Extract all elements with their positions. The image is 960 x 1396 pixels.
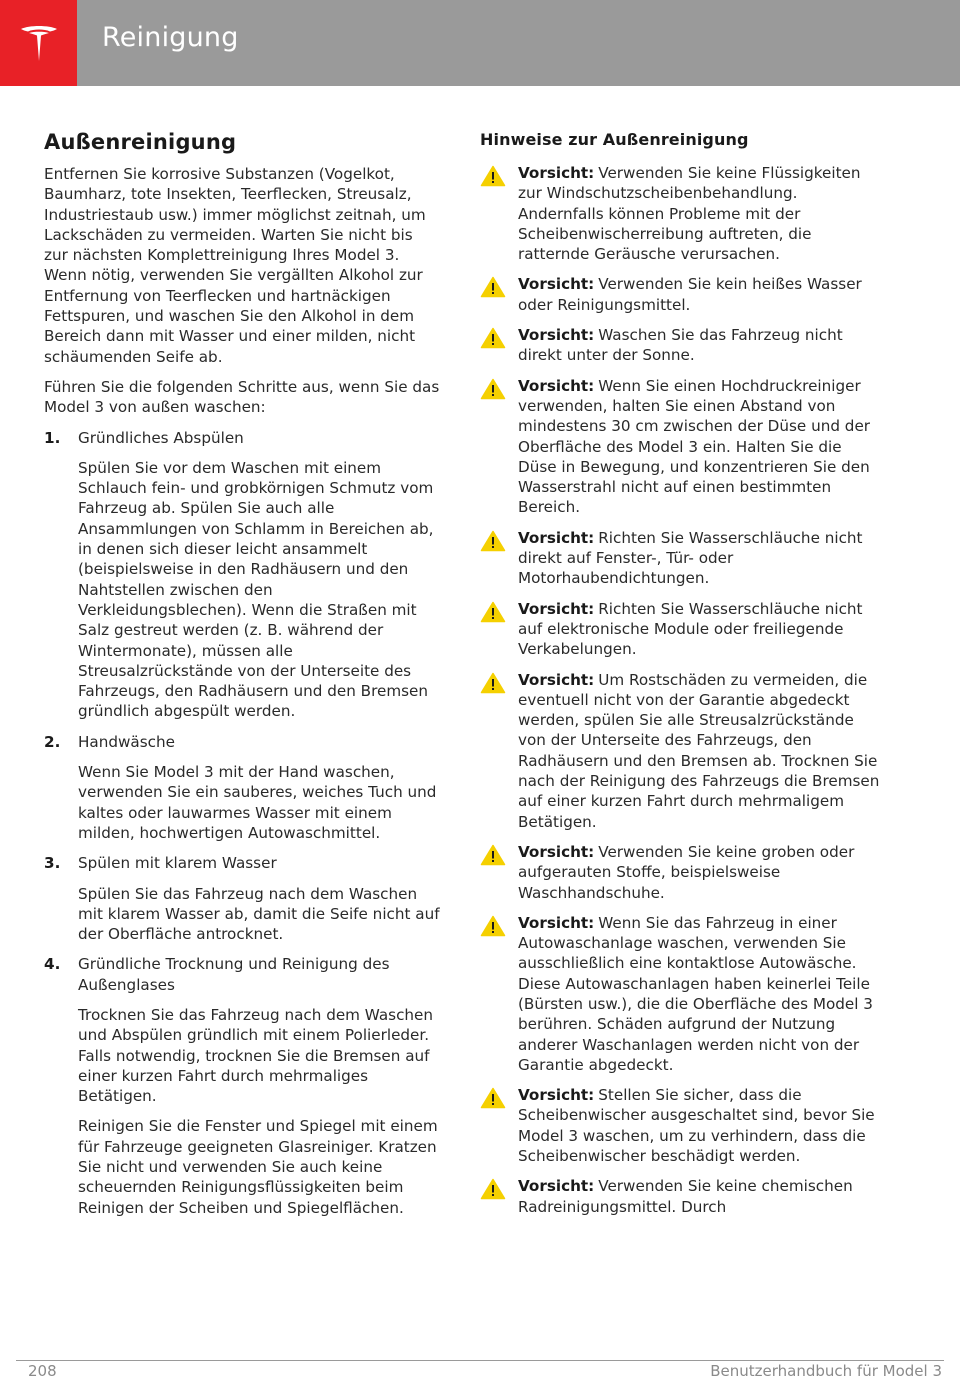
- warning-triangle-icon: [480, 165, 506, 187]
- caution-body: Verwenden Sie kein heißes Wasser oder Reinigungsmittel.: [518, 275, 862, 314]
- step-paragraph: Reinigen Sie die Fenster und Spiegel mit einem für Fahrzeuge geeigneten Glasreiniger. Kratzen Sie nicht und verwenden Sie auch keine scheuernden Reinigungsflüssigkeiten beim Reinigen der Scheiben und Spiegelflächen.: [78, 1117, 438, 1217]
- caution-label: Vorsicht:: [518, 670, 595, 689]
- caution-body: Um Rostschäden zu vermeiden, die eventuell nicht von der Garantie abgedeckt werden, spülen Sie alle Streusalzrückstände von der Unterseite des Fahrzeugs, den Radhäusern und den Bremsen ab. Trocknen Sie nach der Reinigung des Fahrzeugs die Bremsen auf einer kurzen Fahrt durch mehrmaligem Betätigen.: [518, 670, 880, 831]
- step-item: [44, 428, 440, 722]
- warning-triangle-icon: [480, 276, 506, 298]
- caution-body: Waschen Sie das Fahrzeug nicht direkt unter der Sonne.: [518, 326, 843, 365]
- caution-body: Verwenden Sie keine chemischen Radreinigungsmittel. Durch: [518, 1177, 853, 1216]
- page-header: [0, 0, 960, 86]
- left-column: [44, 130, 440, 1228]
- step-title: Spülen mit klarem Wasser: [78, 854, 277, 873]
- warning-triangle-icon: [480, 530, 506, 552]
- caution-item: [480, 528, 880, 589]
- step-paragraph: Spülen Sie vor dem Waschen mit einem Schlauch fein- und grobkörnigen Schmutz vom Fahrzeug ab. Spülen Sie auch alle Ansammlungen von Schlamm in Bereichen ab, in denen sich dieser leicht ansammelt (beispielsweise in den Radhäusern und den Nahtstellen zwischen den Verkleidungsblechen). Wenn die Straßen mit Salz gestreut werden (z. B. während der Wintermonate), müssen alle Streusalzrückstände von der Unterseite des Fahrzeugs, den Radhäusern und den Bremsen gründlich abgespült werden.: [78, 458, 434, 721]
- caution-text: [518, 913, 880, 1075]
- step-paragraph: Spülen Sie das Fahrzeug nach dem Waschen mit klarem Wasser ab, damit die Seife nicht auf der Oberfläche antrocknet.: [78, 884, 440, 944]
- step-paragraph: Wenn Sie Model 3 mit der Hand waschen, verwenden Sie ein sauberes, weiches Tuch und kaltes oder lauwarmes Wasser mit einem milden, hochwertigen Autowaschmittel.: [78, 763, 437, 842]
- caution-item: [480, 1085, 880, 1166]
- caution-text: [518, 599, 880, 660]
- caution-label: Vorsicht:: [518, 528, 595, 547]
- caution-label: Vorsicht:: [518, 842, 595, 861]
- steps-list: [44, 428, 440, 1218]
- page-title: Reinigung: [102, 22, 239, 53]
- caution-label: Vorsicht:: [518, 1086, 595, 1105]
- caution-item: [480, 325, 880, 366]
- caution-text: [518, 376, 880, 518]
- caution-item: [480, 274, 880, 315]
- cautions-list: [480, 163, 880, 1217]
- caution-body: Richten Sie Wasserschläuche nicht auf elektronische Module oder freiliegende Verkabelungen.: [518, 599, 863, 659]
- caution-text: [518, 325, 880, 366]
- step-title: Gründliches Abspülen: [78, 428, 244, 447]
- warning-triangle-icon: [480, 327, 506, 349]
- caution-body: Verwenden Sie keine groben oder aufgerauten Stoffe, beispielsweise Waschhandschuhe.: [518, 842, 855, 902]
- caution-text: [518, 1085, 880, 1166]
- caution-body: Richten Sie Wasserschläuche nicht direkt auf Fenster-, Tür- oder Motorhaubendichtungen.: [518, 528, 863, 588]
- caution-text: [518, 842, 880, 903]
- warning-triangle-icon: [480, 1087, 506, 1109]
- caution-label: Vorsicht:: [518, 599, 595, 618]
- caution-body: Wenn Sie einen Hochdruckreiniger verwenden, halten Sie einen Abstand von mindestens 30 cm zwischen der Düse und der Oberfläche des Model 3 ein. Halten Sie die Düse in Bewegung, und konzentrieren Sie den Wasserstrahl nicht auf einen bestimmten Bereich.: [518, 376, 871, 517]
- caution-body: Verwenden Sie keine Flüssigkeiten zur Windschutzscheibenbehandlung. Andernfalls können Probleme mit der Scheibenwischerreibung auftreten, die ratternde Geräusche verursachen.: [518, 164, 861, 264]
- caution-item: [480, 1176, 880, 1217]
- intro-paragraph: Entfernen Sie korrosive Substanzen (Vogelkot, Baumharz, tote Insekten, Teerflecken, Streusalz, Industriestaub usw.) immer möglichst zeitnah, um Lackschäden zu vermeiden. Warten Sie nicht bis zur nächsten Komplettreinigung Ihres Model 3. Wenn nötig, verwenden Sie vergällten Alkohol zur Entfernung von Teerflecken und hartnäckigen Fettspuren, und waschen Sie den Alkohol in dem Bereich dann mit Wasser und einer milden, nicht schäumenden Seife ab.: [44, 165, 426, 366]
- step-title: Gründliche Trocknung und Reinigung des Außenglases: [78, 955, 390, 994]
- page-number: 208: [28, 1362, 57, 1380]
- warning-triangle-icon: [480, 1178, 506, 1200]
- steps-intro: Führen Sie die folgenden Schritte aus, wenn Sie das Model 3 von außen waschen:: [44, 377, 440, 417]
- step-title: Handwäsche: [78, 732, 175, 751]
- caution-label: Vorsicht:: [518, 1177, 595, 1196]
- caution-item: [480, 913, 880, 1075]
- tesla-logo: [0, 0, 77, 86]
- warning-triangle-icon: [480, 378, 506, 400]
- step-paragraph: Trocknen Sie das Fahrzeug nach dem Waschen und Abspülen gründlich mit einem Polierleder. Falls notwendig, trocknen Sie die Bremsen auf einer kurzen Fahrt durch mehrmaliges Betätigen.: [78, 1005, 434, 1106]
- caution-label: Vorsicht:: [518, 376, 595, 395]
- caution-item: [480, 670, 880, 832]
- warning-triangle-icon: [480, 601, 506, 623]
- caution-body: Wenn Sie das Fahrzeug in einer Autowaschanlage waschen, verwenden Sie ausschließlich eine kontaktlose Autowäsche. Diese Autowaschanlagen haben keinerlei Teile (Bürsten usw.), die die Oberfläche des Model 3 berühren. Schäden aufgrund der Nutzung anderer Waschanlagen werden nicht von der Garantie abgedeckt.: [518, 913, 873, 1074]
- caution-label: Vorsicht:: [518, 275, 595, 294]
- manual-title: Benutzerhandbuch für Model 3: [710, 1362, 942, 1380]
- caution-text: [518, 163, 880, 264]
- warning-triangle-icon: [480, 915, 506, 937]
- caution-item: [480, 599, 880, 660]
- step-item: [44, 853, 440, 944]
- step-number: 3.: [44, 854, 61, 873]
- step-number: 1.: [44, 428, 61, 447]
- caution-label: Vorsicht:: [518, 326, 595, 345]
- caution-text: [518, 1176, 880, 1217]
- warning-triangle-icon: [480, 844, 506, 866]
- step-item: [44, 954, 440, 1218]
- warning-triangle-icon: [480, 672, 506, 694]
- right-column: [480, 130, 880, 1227]
- step-item: [44, 732, 440, 843]
- tesla-t-icon: [19, 21, 59, 65]
- caution-body: Stellen Sie sicher, dass die Scheibenwischer ausgeschaltet sind, bevor Sie Model 3 waschen, um zu verhindern, dass die Scheibenwischer beschädigt werden.: [518, 1086, 875, 1166]
- caution-text: [518, 274, 880, 315]
- caution-item: [480, 163, 880, 264]
- caution-item: [480, 376, 880, 518]
- caution-text: [518, 670, 880, 832]
- caution-text: [518, 528, 880, 589]
- step-number: 4.: [44, 955, 61, 974]
- caution-label: Vorsicht:: [518, 913, 595, 932]
- footer-divider: [16, 1360, 944, 1361]
- cautions-title: Hinweise zur Außenreinigung: [480, 130, 749, 149]
- caution-label: Vorsicht:: [518, 164, 595, 182]
- section-title: Außenreinigung: [44, 130, 237, 154]
- step-number: 2.: [44, 732, 61, 751]
- caution-item: [480, 842, 880, 903]
